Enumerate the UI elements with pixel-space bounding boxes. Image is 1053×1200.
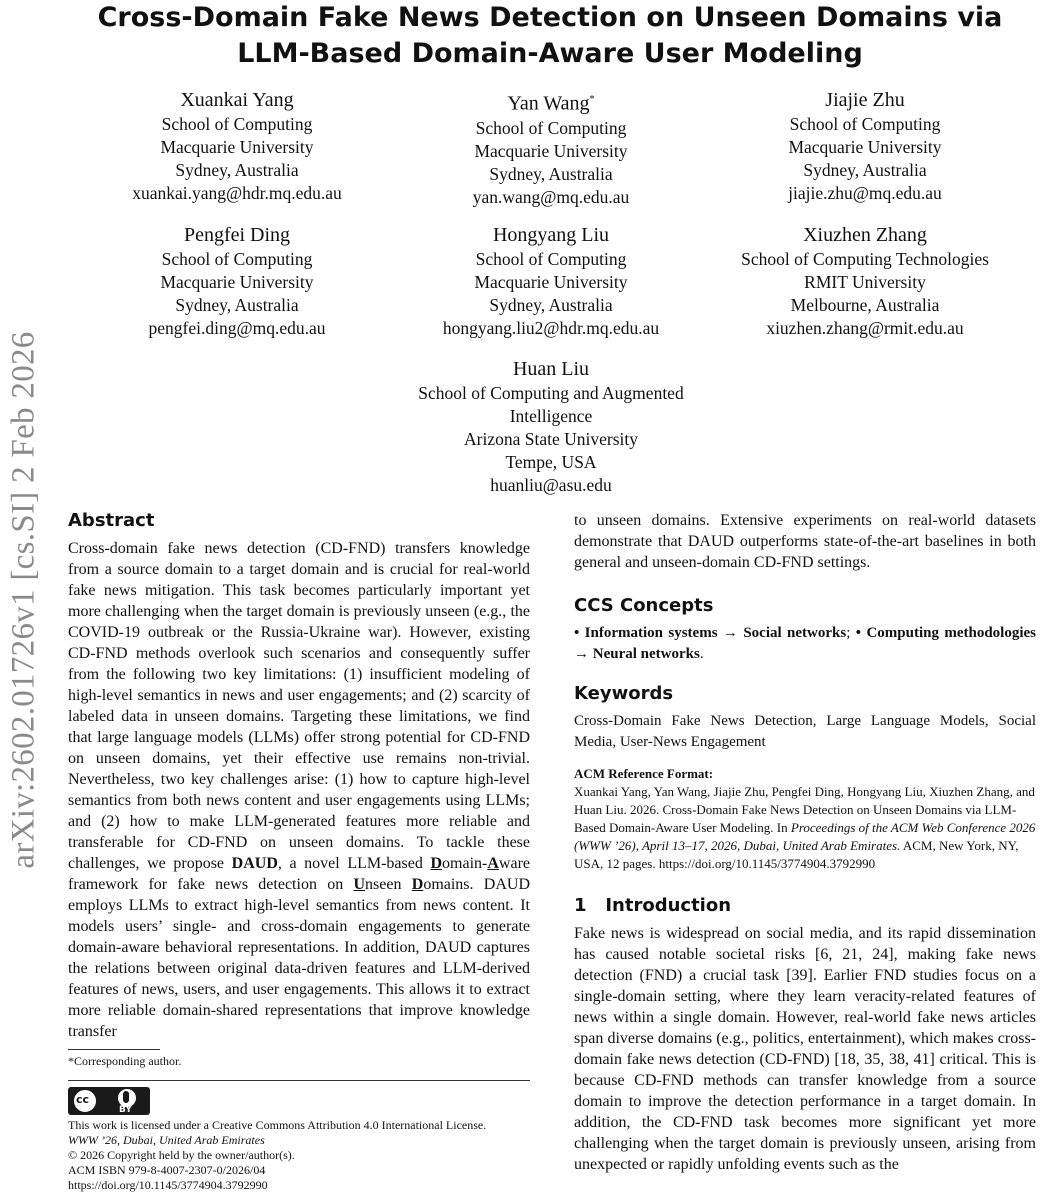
author-institution: Macquarie University — [474, 140, 628, 161]
author-institution: Arizona State University — [464, 429, 638, 449]
acm-reference — [574, 765, 1036, 873]
author-institution: Macquarie University — [160, 137, 314, 157]
author-affiliation: School of Computing — [161, 249, 313, 269]
cc-by-badge[interactable] — [68, 1087, 150, 1115]
corresponding-footnote: *Corresponding author. — [68, 1054, 182, 1068]
introduction-heading — [574, 893, 1036, 919]
arxiv-identifier: arXiv:2602.01726v1 [cs.SI] 2 Feb 2026 — [5, 331, 42, 869]
author-name: Jiajie Zhu — [825, 89, 905, 111]
doi-link[interactable]: https://doi.org/10.1145/3774904.3792990 — [68, 1178, 268, 1192]
author-email[interactable]: jiajie.zhu@mq.edu.au — [788, 183, 942, 203]
right-column — [574, 510, 1036, 1175]
keywords-heading: Keywords — [574, 683, 674, 704]
author-block — [391, 87, 711, 209]
license-block — [68, 1118, 538, 1193]
author-name: Pengfei Ding — [183, 224, 291, 246]
author-name: Yan Wang* — [507, 92, 595, 115]
author-block — [77, 222, 397, 340]
ccs-concepts: • Information systems → Social networks; • Computing methodologies → Neural networks. — [574, 625, 1037, 662]
paper-title — [60, 0, 1040, 72]
daud-name: DAUD — [231, 855, 278, 872]
author-email[interactable]: xuankai.yang@hdr.mq.edu.au — [132, 183, 342, 203]
author-affiliation: School of Computing — [161, 114, 313, 134]
introduction-text: Fake news is widespread on social media, and its rapid dissemination has caused notable societal risks [6, 21, 24], making fake news detection (FND) a crucial task [39]. Earlier FND studies focus on a single-domain setting, where they learn veracity-related features of news within a single domain. However, real-world fake news articles span diverse domains (e.g., politics, entertainment), which makes cross-domain fake news detection (CD-FND) [18, 35, 38, 41] critical. This is because CD-FND methods can transfer knowledge from a source domain to improve the detection performance in a target domain. In addition, the CD-FND task becomes more significant yet more challenging when the target domain is previously unseen, arising from unexpected or rapidly unfolding events such as the — [574, 925, 1036, 1173]
author-institution: Macquarie University — [788, 137, 942, 157]
author-block — [391, 222, 711, 340]
author-location: Sydney, Australia — [489, 163, 613, 184]
author-location: Sydney, Australia — [175, 295, 299, 315]
author-name: Xiuzhen Zhang — [803, 224, 927, 246]
author-block — [77, 87, 397, 205]
acm-reference-text: Xuankai Yang, Yan Wang, Jiajie Zhu, Pengfei Ding, Hongyang Liu, Xiuzhen Zhang, and Huan Liu. 2026. Cross-Domain Fake News Detection on Unseen Domains via LLM-Based Domain-Aware User Modeling. In Proceedings of the ACM Web Conference 2026 (WWW ’26), April 13–17, 2026, Dubai, United Arab Emirates. ACM, New York, NY, USA, 12 pages. https://doi.org/10.1145/3774904.3792990 — [574, 784, 1036, 871]
author-affiliation: School of Computing — [475, 249, 627, 269]
venue-text: WWW ’26, Dubai, United Arab Emirates — [68, 1133, 265, 1147]
left-column — [68, 508, 530, 1042]
abstract-text: Cross-domain fake news detection (CD-FND) transfers knowledge from a source domain to a target domain and is crucial for real-world fake news mitigation. This task becomes particularly important yet more challenging when the target domain is previously unseen (e.g., the COVID-19 outbreak or the Russia-Ukraine war). However, existing CD-FND methods overlook such scenarios and consequently suffer from the following two key limitations: (1) insufficient modeling of high-level semantics in news and user engagements; and (2) scarcity of labeled data in unseen domains. Targeting these limitations, we find that large language models (LLMs) offer strong potential for CD-FND on unseen domains, yet their effective use remains non-trivial. Nevertheless, two key challenges arise: (1) how to capture high-level semantics from both news content and user engagements using LLMs; and (2) how to make LLM-generated features more reliable and transferable for CD-FND on unseen domains. To tackle these challenges, we propose DAUD, a novel LLM-based Domain-Aware framework for fake news detection on Unseen Domains. DAUD employs LLMs to extract high-level semantics from news content. It models users’ single- and cross-domain engagements to generate domain-aware behavioral representations. In addition, DAUD captures the relations between original data-driven features and LLM-derived features of news, users, and user engagements. This allows it to extract more reliable domain-shared representations that improve knowledge transfer — [68, 540, 531, 1040]
section-number: 1 — [574, 895, 587, 916]
author-block — [705, 222, 1025, 340]
author-location: Melbourne, Australia — [790, 295, 940, 315]
footnote-rule — [68, 1049, 160, 1050]
author-affiliation: School of Computing Technologies — [741, 249, 989, 269]
author-email[interactable]: yan.wang@mq.edu.au — [472, 186, 630, 207]
author-institution: Macquarie University — [160, 272, 314, 292]
corresponding-mark: * — [589, 94, 595, 105]
author-location: Tempe, USA — [505, 452, 597, 472]
author-institution: Macquarie University — [474, 272, 628, 292]
isbn-text: ACM ISBN 979-8-4007-2307-0/2026/04 — [68, 1163, 266, 1177]
author-email[interactable]: xiuzhen.zhang@rmit.edu.au — [766, 318, 964, 338]
author-name: Hongyang Liu — [492, 224, 610, 246]
author-name: Xuankai Yang — [180, 89, 294, 111]
copyright-text: © 2026 Copyright held by the owner/author(s). — [68, 1148, 295, 1162]
author-affiliation: School of Computing and Augmented — [418, 383, 684, 403]
acm-reference-heading: ACM Reference Format: — [574, 766, 714, 781]
cc-by-label: BY — [119, 1105, 132, 1115]
title-line-1: Cross-Domain Fake News Detection on Unseen Domains via — [97, 2, 1003, 33]
author-email[interactable]: pengfei.ding@mq.edu.au — [148, 318, 326, 338]
abstract-heading: Abstract — [68, 510, 155, 531]
author-affiliation: School of Computing — [475, 117, 627, 138]
author-affiliation: School of Computing — [789, 114, 941, 134]
author-email[interactable]: hongyang.liu2@hdr.mq.edu.au — [442, 318, 660, 338]
license-rule — [68, 1080, 530, 1081]
author-institution: RMIT University — [804, 272, 926, 292]
abstract-continued: to unseen domains. Extensive experiments on real-world datasets demonstrate that DAUD outperforms state-of-the-art baselines in both general and unseen-domain CD-FND settings. — [574, 512, 1036, 571]
license-text: This work is licensed under a Creative Commons Attribution 4.0 International License. — [68, 1118, 487, 1132]
author-block — [705, 87, 1025, 205]
author-location: Sydney, Australia — [489, 295, 613, 315]
cc-icon: cc — [72, 1088, 98, 1114]
author-name: Huan Liu — [512, 358, 590, 380]
author-location: Sydney, Australia — [175, 160, 299, 180]
author-email[interactable]: huanliu@asu.edu — [490, 475, 612, 495]
title-line-2: LLM-Based Domain-Aware User Modeling — [237, 38, 863, 69]
author-block — [391, 356, 711, 497]
author-affiliation-cont: Intelligence — [509, 406, 593, 426]
author-location: Sydney, Australia — [803, 160, 927, 180]
ccs-heading: CCS Concepts — [574, 595, 714, 616]
keywords-text: Cross-Domain Fake News Detection, Large Language Models, Social Media, User-News Engagement — [574, 713, 1036, 750]
section-title: Introduction — [605, 895, 732, 916]
arxiv-sidebar — [0, 0, 48, 1200]
